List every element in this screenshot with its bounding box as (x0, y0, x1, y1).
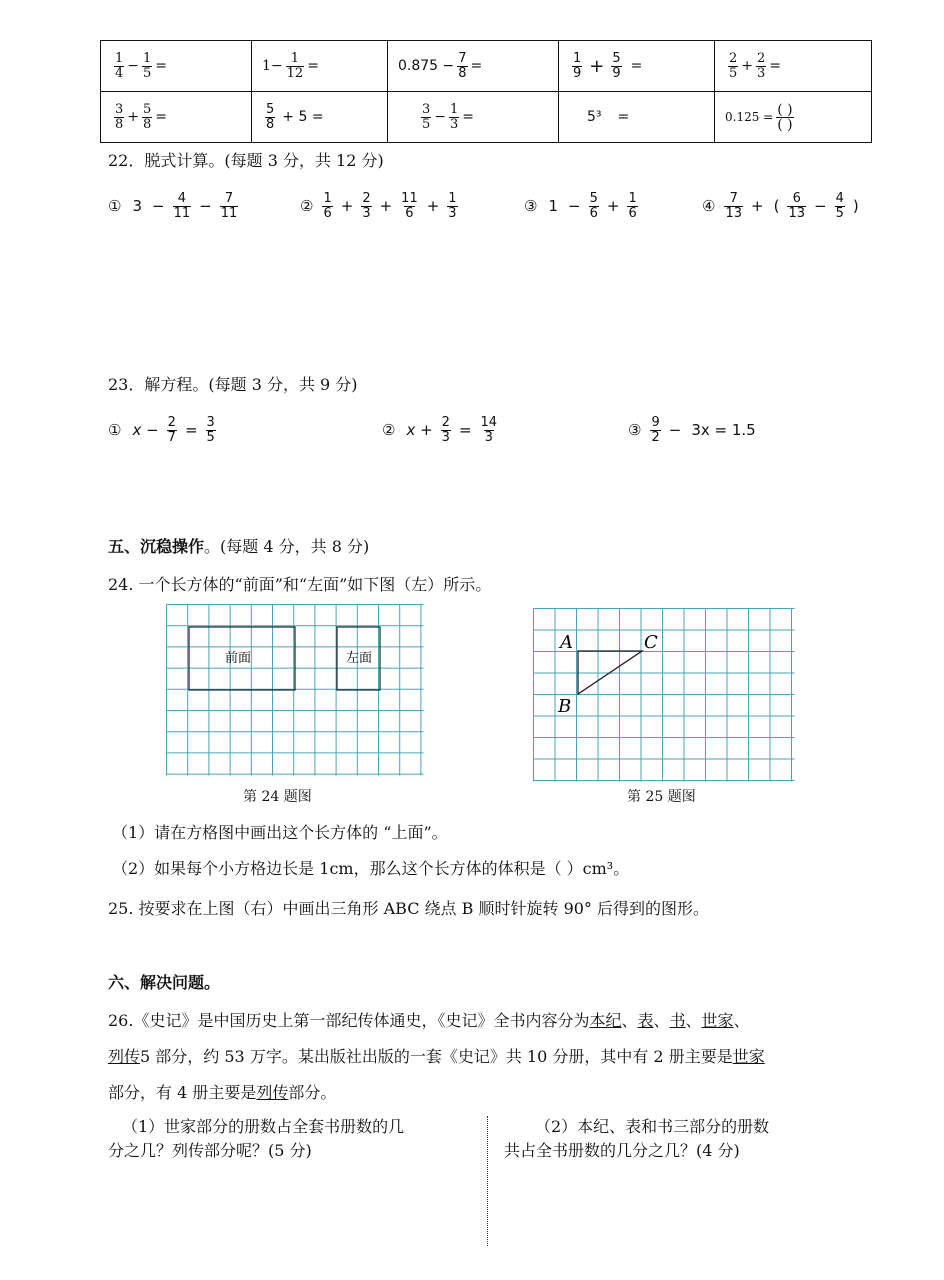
q26-line1 (108, 1010, 750, 1032)
q26-line2 (108, 1046, 765, 1068)
q23-items (108, 410, 868, 450)
q26-underlined-term: 世家 (701, 1011, 734, 1030)
q26-text: 部分。 (288, 1083, 337, 1102)
q26-sep: 、 (733, 1011, 750, 1030)
fraction: $\frac{9}{2}$ (651, 414, 660, 445)
point-a-label: A (560, 632, 573, 653)
math-token: x + (406, 421, 433, 439)
q22-item (108, 186, 241, 226)
math-token: x − (132, 421, 159, 439)
item-number: ① (108, 421, 122, 439)
item-number: ③ (524, 197, 538, 215)
q26-sub1-line2: 分之几？列传部分呢？(5 分) (108, 1141, 312, 1160)
section5-heading (108, 536, 369, 558)
fraction: $\frac{4}{5}$ (835, 190, 844, 221)
q26-sep: 、 (653, 1011, 670, 1030)
q23-title: 23．解方程。(每题 3 分，共 9 分) (108, 375, 358, 394)
q23-item (382, 410, 501, 450)
q25-caption: 第 25 题图 (627, 789, 696, 805)
q26-text: 5 部分，约 53 万字。某出版社出版的一套《史记》共 10 分册，其中有 2 册主要是 (140, 1047, 733, 1066)
math-token: − (199, 197, 212, 215)
item-number: ② (300, 197, 314, 215)
math-token: ) (852, 197, 859, 215)
math-token: − (152, 197, 165, 215)
q25-grid-figure (533, 608, 795, 782)
section5-score: 。(每题 4 分，共 8 分) (204, 537, 370, 556)
math-token: + (340, 197, 354, 215)
math-token: 3x = 1.5 (691, 421, 756, 439)
math-token: + (606, 197, 620, 215)
q25-title: 25. 按要求在上图（右）中画出三角形 ABC 绕点 B 顺时针旋转 90° 后得到的图形。 (108, 899, 710, 918)
q26-line3 (108, 1082, 336, 1104)
calc-cell: 5³ = (559, 92, 715, 143)
calc-table (100, 40, 872, 143)
fraction: $\frac{7}{13}$ (725, 190, 742, 221)
calc-cell: 0.875 − $\frac{7}{8}$ = (388, 41, 559, 92)
item-number: ② (382, 421, 396, 439)
calc-cell: $\frac{2}{5}$ + $\frac{2}{3}$ = (715, 41, 872, 92)
fraction: $\frac{2}{3}$ (441, 414, 450, 445)
fraction: $\frac{2}{3}$ (362, 190, 371, 221)
q24-sub1: （1）请在方格图中画出这个长方体的 “上面”。 (112, 823, 448, 842)
fraction: $\frac{1}{6}$ (628, 190, 637, 221)
q26-sub2-line1: （2）本纪、表和书三部分的册数 (535, 1117, 770, 1136)
fraction: $\frac{6}{13}$ (788, 190, 805, 221)
q26-underlined-term: 表 (637, 1011, 654, 1030)
q26-text: 部分，有 4 册主要是 (108, 1083, 257, 1102)
q22-item (300, 186, 461, 226)
answer-divider (487, 1116, 488, 1246)
q22-title: 22．脱式计算。(每题 3 分，共 12 分) (108, 151, 384, 170)
fraction: $\frac{4}{11}$ (173, 190, 191, 221)
fraction: $\frac{11}{6}$ (401, 190, 418, 221)
q23-item (628, 410, 761, 450)
q23-item (108, 410, 219, 450)
q22-item (524, 186, 641, 226)
q26-underlined-term: 列传 (108, 1047, 141, 1066)
math-token: 1 (548, 197, 558, 215)
section6-title: 六、解决问题。 (108, 973, 221, 992)
point-c-label: C (644, 632, 658, 653)
front-face-label: 前面 (224, 651, 252, 666)
fraction: $\frac{1}{3}$ (448, 190, 457, 221)
math-token: − (568, 197, 581, 215)
fraction: $\frac{2}{7}$ (167, 414, 176, 445)
left-face-label: 左面 (345, 651, 373, 666)
q26-text: 26.《史记》是中国历史上第一部纪传体通史，《史记》全书内容分为 (108, 1011, 590, 1030)
calc-cell: $\frac{5}{8}$ + 5 = (252, 92, 388, 143)
q26-underlined-term: 书 (669, 1011, 686, 1030)
q24-grid-figure (166, 604, 424, 776)
calc-cell: $\frac{1}{9}$ + $\frac{5}{9}$ = (559, 41, 715, 92)
q22-items (108, 186, 868, 226)
q24-caption: 第 24 题图 (243, 789, 312, 805)
item-number: ③ (628, 421, 642, 439)
q26-sub2-line2: 共占全书册数的几分之几？(4 分) (504, 1141, 740, 1160)
math-token: = (184, 421, 198, 439)
q22-item (702, 186, 864, 226)
math-token: − (668, 421, 682, 439)
math-token: + (379, 197, 393, 215)
q26-underlined-term: 世家 (732, 1047, 765, 1066)
math-token: + (426, 197, 440, 215)
q26-sep: 、 (685, 1011, 702, 1030)
fraction: $\frac{5}{6}$ (589, 190, 598, 221)
point-b-label: B (558, 696, 572, 717)
fraction: $\frac{14}{3}$ (480, 414, 498, 445)
q26-underlined-term: 本纪 (589, 1011, 622, 1030)
math-token: − (813, 197, 827, 215)
calc-cell: 0.125 = $\frac{( )}{( )}$ (715, 92, 872, 143)
section5-title: 五、沉稳操作 (108, 537, 205, 556)
math-token: 3 (132, 197, 142, 215)
q26-sub1-line1: （1）世家部分的册数占全套书册数的几 (122, 1117, 405, 1136)
calc-cell: $\frac{3}{5}$ − $\frac{1}{3}$ = (388, 92, 559, 143)
fraction: $\frac{1}{6}$ (323, 190, 332, 221)
calc-cell: 1− $\frac{1}{12}$ = (252, 41, 388, 92)
math-token: + (751, 197, 764, 215)
calc-cell: $\frac{1}{4}$ − $\frac{1}{5}$ = (101, 41, 252, 92)
calc-cell: $\frac{3}{8}$ + $\frac{5}{8}$ = (101, 92, 252, 143)
q26-underlined-term: 列传 (256, 1083, 289, 1102)
item-number: ④ (702, 197, 716, 215)
math-token: ( (773, 197, 780, 215)
q24-sub2: （2）如果每个小方格边长是 1cm，那么这个长方体的体积是（ ）cm³。 (112, 859, 630, 878)
fraction: $\frac{3}{5}$ (206, 414, 215, 445)
item-number: ① (108, 197, 122, 215)
math-token: = (458, 421, 472, 439)
fraction: $\frac{7}{11}$ (220, 190, 238, 221)
q26-sep: 、 (621, 1011, 638, 1030)
q24-title: 24. 一个长方体的“前面”和“左面”如下图（左）所示。 (108, 575, 492, 594)
